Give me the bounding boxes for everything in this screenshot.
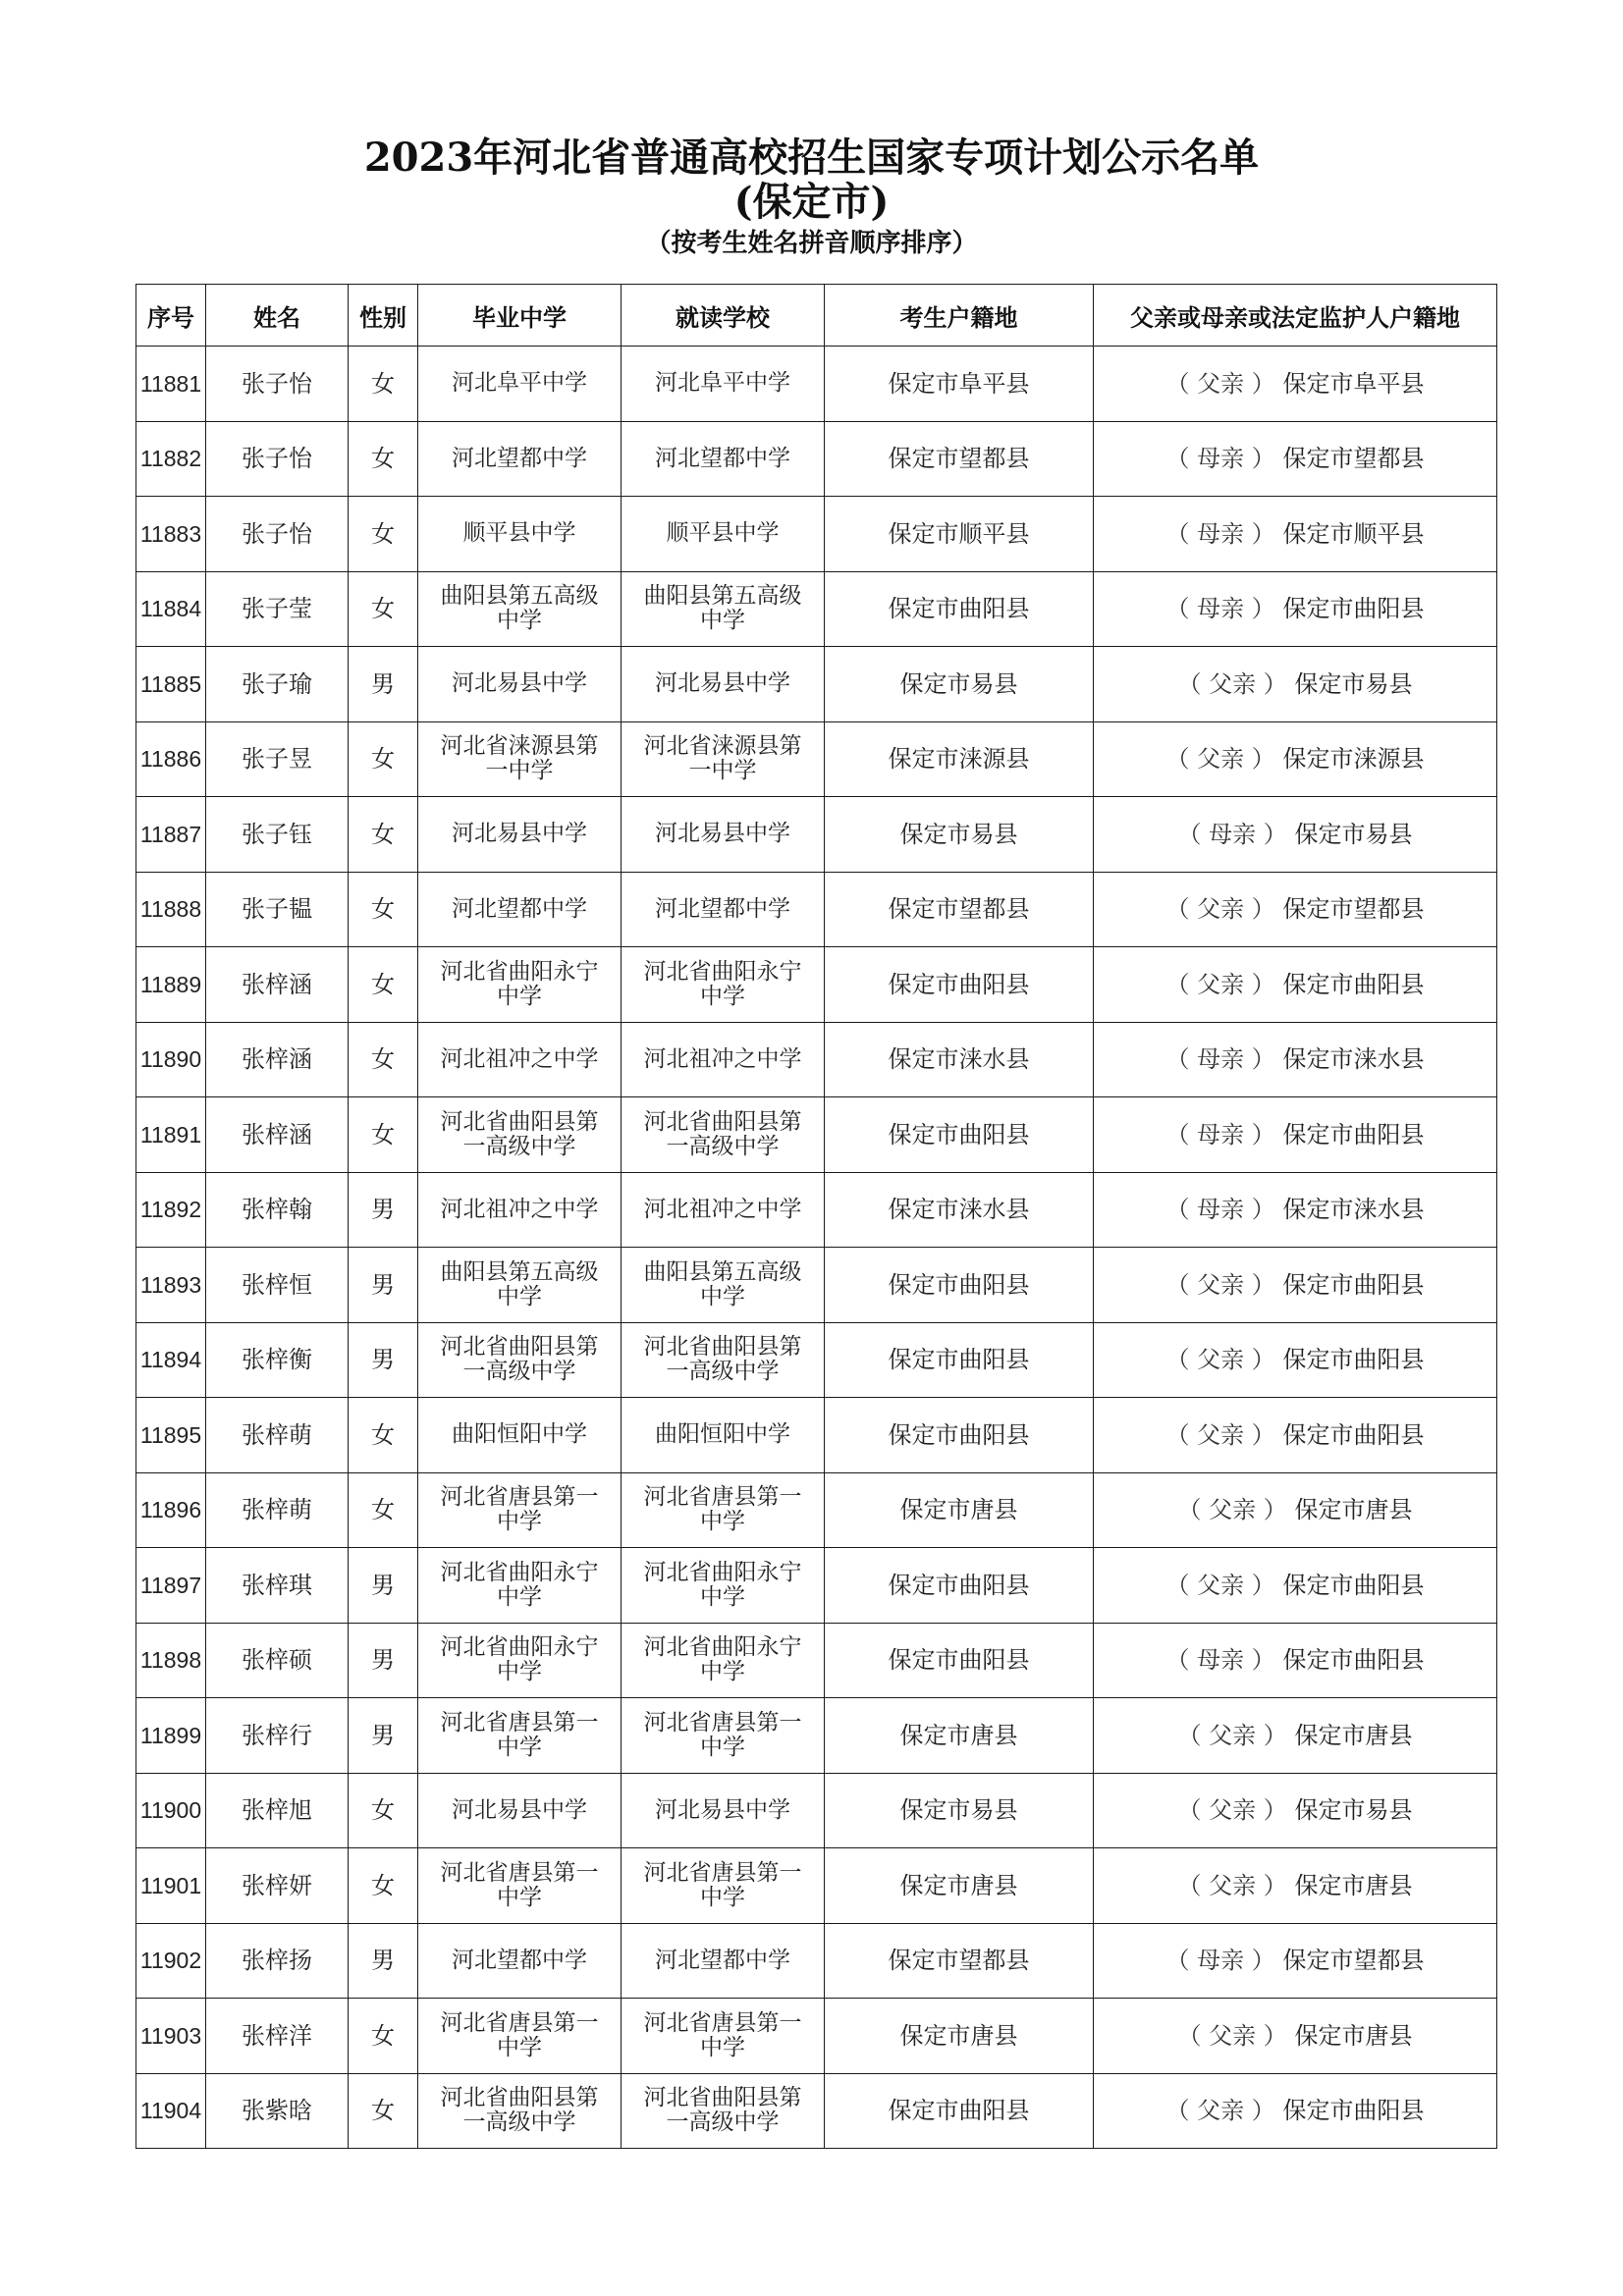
cell-gender: 女	[349, 347, 418, 422]
guardian-place: 保定市涞源县	[1282, 745, 1425, 774]
cell-grad-school: 河北望都中学	[418, 421, 622, 497]
cell-attend-school: 河北省唐县第一中学	[622, 1848, 825, 1924]
cell-gender: 女	[349, 497, 418, 572]
cell-guardian-household	[1094, 1097, 1497, 1173]
cell-seq: 11894	[136, 1322, 206, 1398]
cell-attend-school: 河北易县中学	[622, 647, 825, 722]
cell-grad-school: 河北省唐县第一中学	[418, 1472, 622, 1548]
table-row	[136, 1248, 1497, 1323]
cell-attend-school: 河北省曲阳永宁中学	[622, 947, 825, 1023]
cell-seq: 11892	[136, 1172, 206, 1248]
cell-household: 保定市易县	[825, 1773, 1094, 1848]
table-row	[136, 1999, 1497, 2074]
cell-seq: 11904	[136, 2073, 206, 2149]
cell-seq: 11891	[136, 1097, 206, 1173]
cell-name: 张子韫	[206, 872, 349, 947]
cell-household: 保定市曲阳县	[825, 1322, 1094, 1398]
table-row	[136, 872, 1497, 947]
cell-grad-school: 河北省唐县第一中学	[418, 1848, 622, 1924]
cell-guardian-household	[1094, 497, 1497, 572]
cell-grad-school: 河北省曲阳永宁中学	[418, 1548, 622, 1624]
guardian-place: 保定市唐县	[1294, 1871, 1413, 1899]
guardian-place: 保定市曲阳县	[1282, 595, 1425, 623]
guardian-place: 保定市曲阳县	[1282, 1420, 1425, 1449]
cell-guardian-household	[1094, 797, 1497, 873]
cell-attend-school: 顺平县中学	[622, 497, 825, 572]
cell-seq: 11902	[136, 1923, 206, 1999]
cell-grad-school: 河北省唐县第一中学	[418, 1999, 622, 2074]
cell-household: 保定市涞水县	[825, 1022, 1094, 1097]
cell-household: 保定市唐县	[825, 1848, 1094, 1924]
guardian-relation: （ 父亲 ）	[1165, 895, 1275, 924]
cell-grad-school: 河北望都中学	[418, 1923, 622, 1999]
guardian-relation: （ 母亲 ）	[1165, 1196, 1275, 1224]
cell-guardian-household	[1094, 872, 1497, 947]
cell-name: 张梓萌	[206, 1472, 349, 1548]
cell-guardian-household	[1094, 1248, 1497, 1323]
cell-seq: 11889	[136, 947, 206, 1023]
cell-name: 张梓洋	[206, 1999, 349, 2074]
cell-grad-school: 河北祖冲之中学	[418, 1022, 622, 1097]
table-row	[136, 1773, 1497, 1848]
cell-attend-school: 河北省曲阳县第一高级中学	[622, 1097, 825, 1173]
guardian-place: 保定市曲阳县	[1282, 1346, 1425, 1374]
cell-guardian-household	[1094, 647, 1497, 722]
cell-name: 张梓扬	[206, 1923, 349, 1999]
cell-household: 保定市涞水县	[825, 1172, 1094, 1248]
cell-guardian-household	[1094, 571, 1497, 647]
guardian-relation: （ 父亲 ）	[1177, 1871, 1287, 1899]
cell-gender: 女	[349, 1022, 418, 1097]
guardian-place: 保定市曲阳县	[1282, 1571, 1425, 1599]
header-seq: 序号	[136, 285, 206, 347]
guardian-place: 保定市曲阳县	[1282, 1270, 1425, 1299]
table-row	[136, 721, 1497, 797]
cell-seq: 11886	[136, 721, 206, 797]
cell-grad-school: 河北省曲阳县第一高级中学	[418, 1097, 622, 1173]
guardian-relation: （ 父亲 ）	[1165, 970, 1275, 998]
cell-gender: 女	[349, 872, 418, 947]
guardian-place: 保定市顺平县	[1282, 519, 1425, 548]
cell-grad-school: 曲阳县第五高级中学	[418, 571, 622, 647]
guardian-relation: （ 母亲 ）	[1165, 519, 1275, 548]
cell-seq: 11899	[136, 1698, 206, 1774]
cell-seq: 11884	[136, 571, 206, 647]
guardian-place: 保定市唐县	[1294, 1496, 1413, 1524]
guardian-relation: （ 父亲 ）	[1165, 369, 1275, 398]
cell-household: 保定市唐县	[825, 1999, 1094, 2074]
cell-name: 张梓衡	[206, 1322, 349, 1398]
cell-gender: 女	[349, 1999, 418, 2074]
cell-guardian-household	[1094, 1022, 1497, 1097]
cell-gender: 女	[349, 797, 418, 873]
cell-guardian-household	[1094, 1923, 1497, 1999]
cell-household: 保定市阜平县	[825, 347, 1094, 422]
cell-grad-school: 河北易县中学	[418, 797, 622, 873]
cell-household: 保定市唐县	[825, 1472, 1094, 1548]
cell-guardian-household	[1094, 721, 1497, 797]
cell-name: 张梓琪	[206, 1548, 349, 1624]
table-row	[136, 1172, 1497, 1248]
cell-attend-school: 河北易县中学	[622, 797, 825, 873]
cell-attend-school: 河北望都中学	[622, 1923, 825, 1999]
cell-household: 保定市望都县	[825, 1923, 1094, 1999]
cell-gender: 男	[349, 647, 418, 722]
cell-household: 保定市易县	[825, 647, 1094, 722]
guardian-relation: （ 父亲 ）	[1165, 745, 1275, 774]
cell-attend-school: 曲阳县第五高级中学	[622, 1248, 825, 1323]
guardian-relation: （ 父亲 ）	[1165, 1270, 1275, 1299]
cell-name: 张梓涵	[206, 947, 349, 1023]
cell-grad-school: 河北省曲阳县第一高级中学	[418, 2073, 622, 2149]
cell-household: 保定市曲阳县	[825, 1248, 1094, 1323]
cell-seq: 11900	[136, 1773, 206, 1848]
cell-seq: 11898	[136, 1623, 206, 1698]
cell-guardian-household	[1094, 1848, 1497, 1924]
guardian-place: 保定市阜平县	[1282, 369, 1425, 398]
cell-seq: 11888	[136, 872, 206, 947]
cell-attend-school: 河北望都中学	[622, 872, 825, 947]
cell-name: 张梓翰	[206, 1172, 349, 1248]
guardian-place: 保定市易县	[1294, 820, 1413, 848]
cell-attend-school: 河北省曲阳永宁中学	[622, 1548, 825, 1624]
cell-household: 保定市曲阳县	[825, 1398, 1094, 1473]
guardian-relation: （ 父亲 ）	[1177, 2021, 1287, 2050]
cell-household: 保定市唐县	[825, 1698, 1094, 1774]
cell-guardian-household	[1094, 1623, 1497, 1698]
cell-seq: 11897	[136, 1548, 206, 1624]
cell-gender: 女	[349, 421, 418, 497]
cell-gender: 女	[349, 947, 418, 1023]
table-row	[136, 1472, 1497, 1548]
guardian-relation: （ 母亲 ）	[1165, 1947, 1275, 1975]
cell-gender: 女	[349, 2073, 418, 2149]
cell-attend-school: 河北望都中学	[622, 421, 825, 497]
cell-guardian-household	[1094, 1698, 1497, 1774]
table-row	[136, 647, 1497, 722]
header-name: 姓名	[206, 285, 349, 347]
header-household: 考生户籍地	[825, 285, 1094, 347]
document-title: 2023年河北省普通高校招生国家专项计划公示名单	[363, 134, 1260, 181]
cell-guardian-household	[1094, 1472, 1497, 1548]
cell-guardian-household	[1094, 1999, 1497, 2074]
cell-attend-school: 河北阜平中学	[622, 347, 825, 422]
guardian-relation: （ 母亲 ）	[1165, 1045, 1275, 1074]
guardian-place: 保定市望都县	[1282, 445, 1425, 473]
cell-name: 张子钰	[206, 797, 349, 873]
guardian-relation: （ 父亲 ）	[1165, 1420, 1275, 1449]
cell-guardian-household	[1094, 1172, 1497, 1248]
table-row	[136, 1548, 1497, 1624]
guardian-place: 保定市唐县	[1294, 2021, 1413, 2050]
guardian-relation: （ 父亲 ）	[1165, 1571, 1275, 1599]
cell-seq: 11887	[136, 797, 206, 873]
guardian-place: 保定市涞水县	[1282, 1196, 1425, 1224]
cell-attend-school: 河北易县中学	[622, 1773, 825, 1848]
table-row	[136, 1398, 1497, 1473]
cell-attend-school: 河北省曲阳永宁中学	[622, 1623, 825, 1698]
cell-name: 张梓涵	[206, 1097, 349, 1173]
guardian-relation: （ 父亲 ）	[1177, 669, 1287, 698]
cell-name: 张紫晗	[206, 2073, 349, 2149]
cell-name: 张梓萌	[206, 1398, 349, 1473]
cell-grad-school: 河北望都中学	[418, 872, 622, 947]
cell-gender: 男	[349, 1923, 418, 1999]
guardian-relation: （ 父亲 ）	[1165, 2097, 1275, 2125]
guardian-place: 保定市易县	[1294, 1796, 1413, 1825]
document-subtitle: (保定市)	[733, 179, 890, 225]
sort-note: （按考生姓名拼音顺序排序）	[645, 229, 978, 258]
cell-guardian-household	[1094, 2073, 1497, 2149]
guardian-relation: （ 母亲 ）	[1165, 445, 1275, 473]
cell-guardian-household	[1094, 347, 1497, 422]
table-row	[136, 2073, 1497, 2149]
cell-grad-school: 顺平县中学	[418, 497, 622, 572]
cell-household: 保定市曲阳县	[825, 1097, 1094, 1173]
table-row	[136, 1322, 1497, 1398]
cell-seq: 11895	[136, 1398, 206, 1473]
cell-guardian-household	[1094, 421, 1497, 497]
cell-grad-school: 河北阜平中学	[418, 347, 622, 422]
cell-grad-school: 河北祖冲之中学	[418, 1172, 622, 1248]
cell-grad-school: 河北易县中学	[418, 647, 622, 722]
table-body	[136, 347, 1497, 2149]
cell-gender: 女	[349, 1848, 418, 1924]
guardian-relation: （ 父亲 ）	[1177, 1796, 1287, 1825]
guardian-place: 保定市曲阳县	[1282, 970, 1425, 998]
guardian-relation: （ 母亲 ）	[1165, 1120, 1275, 1148]
cell-grad-school: 河北省曲阳永宁中学	[418, 1623, 622, 1698]
table-row	[136, 797, 1497, 873]
cell-attend-school: 河北省曲阳县第一高级中学	[622, 2073, 825, 2149]
cell-name: 张梓硕	[206, 1623, 349, 1698]
cell-name: 张梓恒	[206, 1248, 349, 1323]
cell-household: 保定市曲阳县	[825, 1623, 1094, 1698]
cell-grad-school: 河北省唐县第一中学	[418, 1698, 622, 1774]
header-grad-school: 毕业中学	[418, 285, 622, 347]
guardian-relation: （ 母亲 ）	[1165, 1646, 1275, 1675]
cell-seq: 11885	[136, 647, 206, 722]
cell-grad-school: 河北省曲阳永宁中学	[418, 947, 622, 1023]
cell-gender: 男	[349, 1698, 418, 1774]
cell-name: 张梓妍	[206, 1848, 349, 1924]
cell-gender: 女	[349, 1398, 418, 1473]
cell-gender: 女	[349, 1097, 418, 1173]
cell-grad-school: 河北省涞源县第一中学	[418, 721, 622, 797]
cell-attend-school: 河北省曲阳县第一高级中学	[622, 1322, 825, 1398]
cell-grad-school: 曲阳恒阳中学	[418, 1398, 622, 1473]
cell-guardian-household	[1094, 1773, 1497, 1848]
table-row	[136, 1022, 1497, 1097]
guardian-place: 保定市望都县	[1282, 1947, 1425, 1975]
table-row	[136, 1623, 1497, 1698]
cell-name: 张子瑜	[206, 647, 349, 722]
cell-household: 保定市顺平县	[825, 497, 1094, 572]
cell-gender: 女	[349, 1773, 418, 1848]
cell-grad-school: 曲阳县第五高级中学	[418, 1248, 622, 1323]
guardian-place: 保定市曲阳县	[1282, 1120, 1425, 1148]
table-row	[136, 947, 1497, 1023]
cell-attend-school: 曲阳恒阳中学	[622, 1398, 825, 1473]
table-row	[136, 1097, 1497, 1173]
cell-guardian-household	[1094, 1322, 1497, 1398]
guardian-relation: （ 父亲 ）	[1177, 1721, 1287, 1749]
cell-gender: 男	[349, 1623, 418, 1698]
cell-household: 保定市曲阳县	[825, 1548, 1094, 1624]
cell-seq: 11903	[136, 1999, 206, 2074]
guardian-place: 保定市易县	[1294, 669, 1413, 698]
cell-grad-school: 河北省曲阳县第一高级中学	[418, 1322, 622, 1398]
cell-attend-school: 河北祖冲之中学	[622, 1022, 825, 1097]
cell-attend-school: 河北省唐县第一中学	[622, 1472, 825, 1548]
guardian-place: 保定市唐县	[1294, 1721, 1413, 1749]
table-row	[136, 1923, 1497, 1999]
cell-seq: 11883	[136, 497, 206, 572]
cell-household: 保定市曲阳县	[825, 2073, 1094, 2149]
cell-gender: 男	[349, 1322, 418, 1398]
cell-household: 保定市望都县	[825, 872, 1094, 947]
cell-household: 保定市易县	[825, 797, 1094, 873]
cell-grad-school: 河北易县中学	[418, 1773, 622, 1848]
guardian-place: 保定市曲阳县	[1282, 1646, 1425, 1675]
table-row	[136, 497, 1497, 572]
cell-guardian-household	[1094, 1548, 1497, 1624]
cell-attend-school: 河北省唐县第一中学	[622, 1999, 825, 2074]
table-row	[136, 421, 1497, 497]
guardian-relation: （ 父亲 ）	[1177, 1496, 1287, 1524]
cell-gender: 女	[349, 571, 418, 647]
table-row	[136, 1698, 1497, 1774]
cell-name: 张子怡	[206, 421, 349, 497]
cell-guardian-household	[1094, 947, 1497, 1023]
table-header-row	[136, 285, 1497, 347]
cell-name: 张子昱	[206, 721, 349, 797]
cell-name: 张子怡	[206, 347, 349, 422]
guardian-relation: （ 父亲 ）	[1165, 1346, 1275, 1374]
cell-household: 保定市曲阳县	[825, 571, 1094, 647]
cell-seq: 11896	[136, 1472, 206, 1548]
table-row	[136, 347, 1497, 422]
cell-name: 张梓涵	[206, 1022, 349, 1097]
cell-household: 保定市涞源县	[825, 721, 1094, 797]
cell-gender: 女	[349, 1472, 418, 1548]
cell-seq: 11882	[136, 421, 206, 497]
cell-household: 保定市望都县	[825, 421, 1094, 497]
cell-seq: 11893	[136, 1248, 206, 1323]
cell-gender: 男	[349, 1548, 418, 1624]
cell-seq: 11881	[136, 347, 206, 422]
cell-attend-school: 河北祖冲之中学	[622, 1172, 825, 1248]
cell-name: 张子莹	[206, 571, 349, 647]
cell-household: 保定市曲阳县	[825, 947, 1094, 1023]
cell-attend-school: 曲阳县第五高级中学	[622, 571, 825, 647]
guardian-relation: （ 母亲 ）	[1165, 595, 1275, 623]
table-row	[136, 571, 1497, 647]
cell-guardian-household	[1094, 1398, 1497, 1473]
header-gender: 性别	[349, 285, 418, 347]
table-row	[136, 1848, 1497, 1924]
cell-name: 张子怡	[206, 497, 349, 572]
cell-gender: 男	[349, 1172, 418, 1248]
cell-name: 张梓旭	[206, 1773, 349, 1848]
header-guardian-household: 父亲或母亲或法定监护人户籍地	[1094, 285, 1497, 347]
cell-attend-school: 河北省唐县第一中学	[622, 1698, 825, 1774]
cell-seq: 11901	[136, 1848, 206, 1924]
header-attend-school: 就读学校	[622, 285, 825, 347]
cell-seq: 11890	[136, 1022, 206, 1097]
guardian-place: 保定市望都县	[1282, 895, 1425, 924]
cell-attend-school: 河北省涞源县第一中学	[622, 721, 825, 797]
guardian-place: 保定市涞水县	[1282, 1045, 1425, 1074]
guardian-place: 保定市曲阳县	[1282, 2097, 1425, 2125]
guardian-relation: （ 母亲 ）	[1177, 820, 1287, 848]
cell-name: 张梓行	[206, 1698, 349, 1774]
candidate-table	[135, 284, 1497, 2149]
cell-gender: 女	[349, 721, 418, 797]
cell-gender: 男	[349, 1248, 418, 1323]
